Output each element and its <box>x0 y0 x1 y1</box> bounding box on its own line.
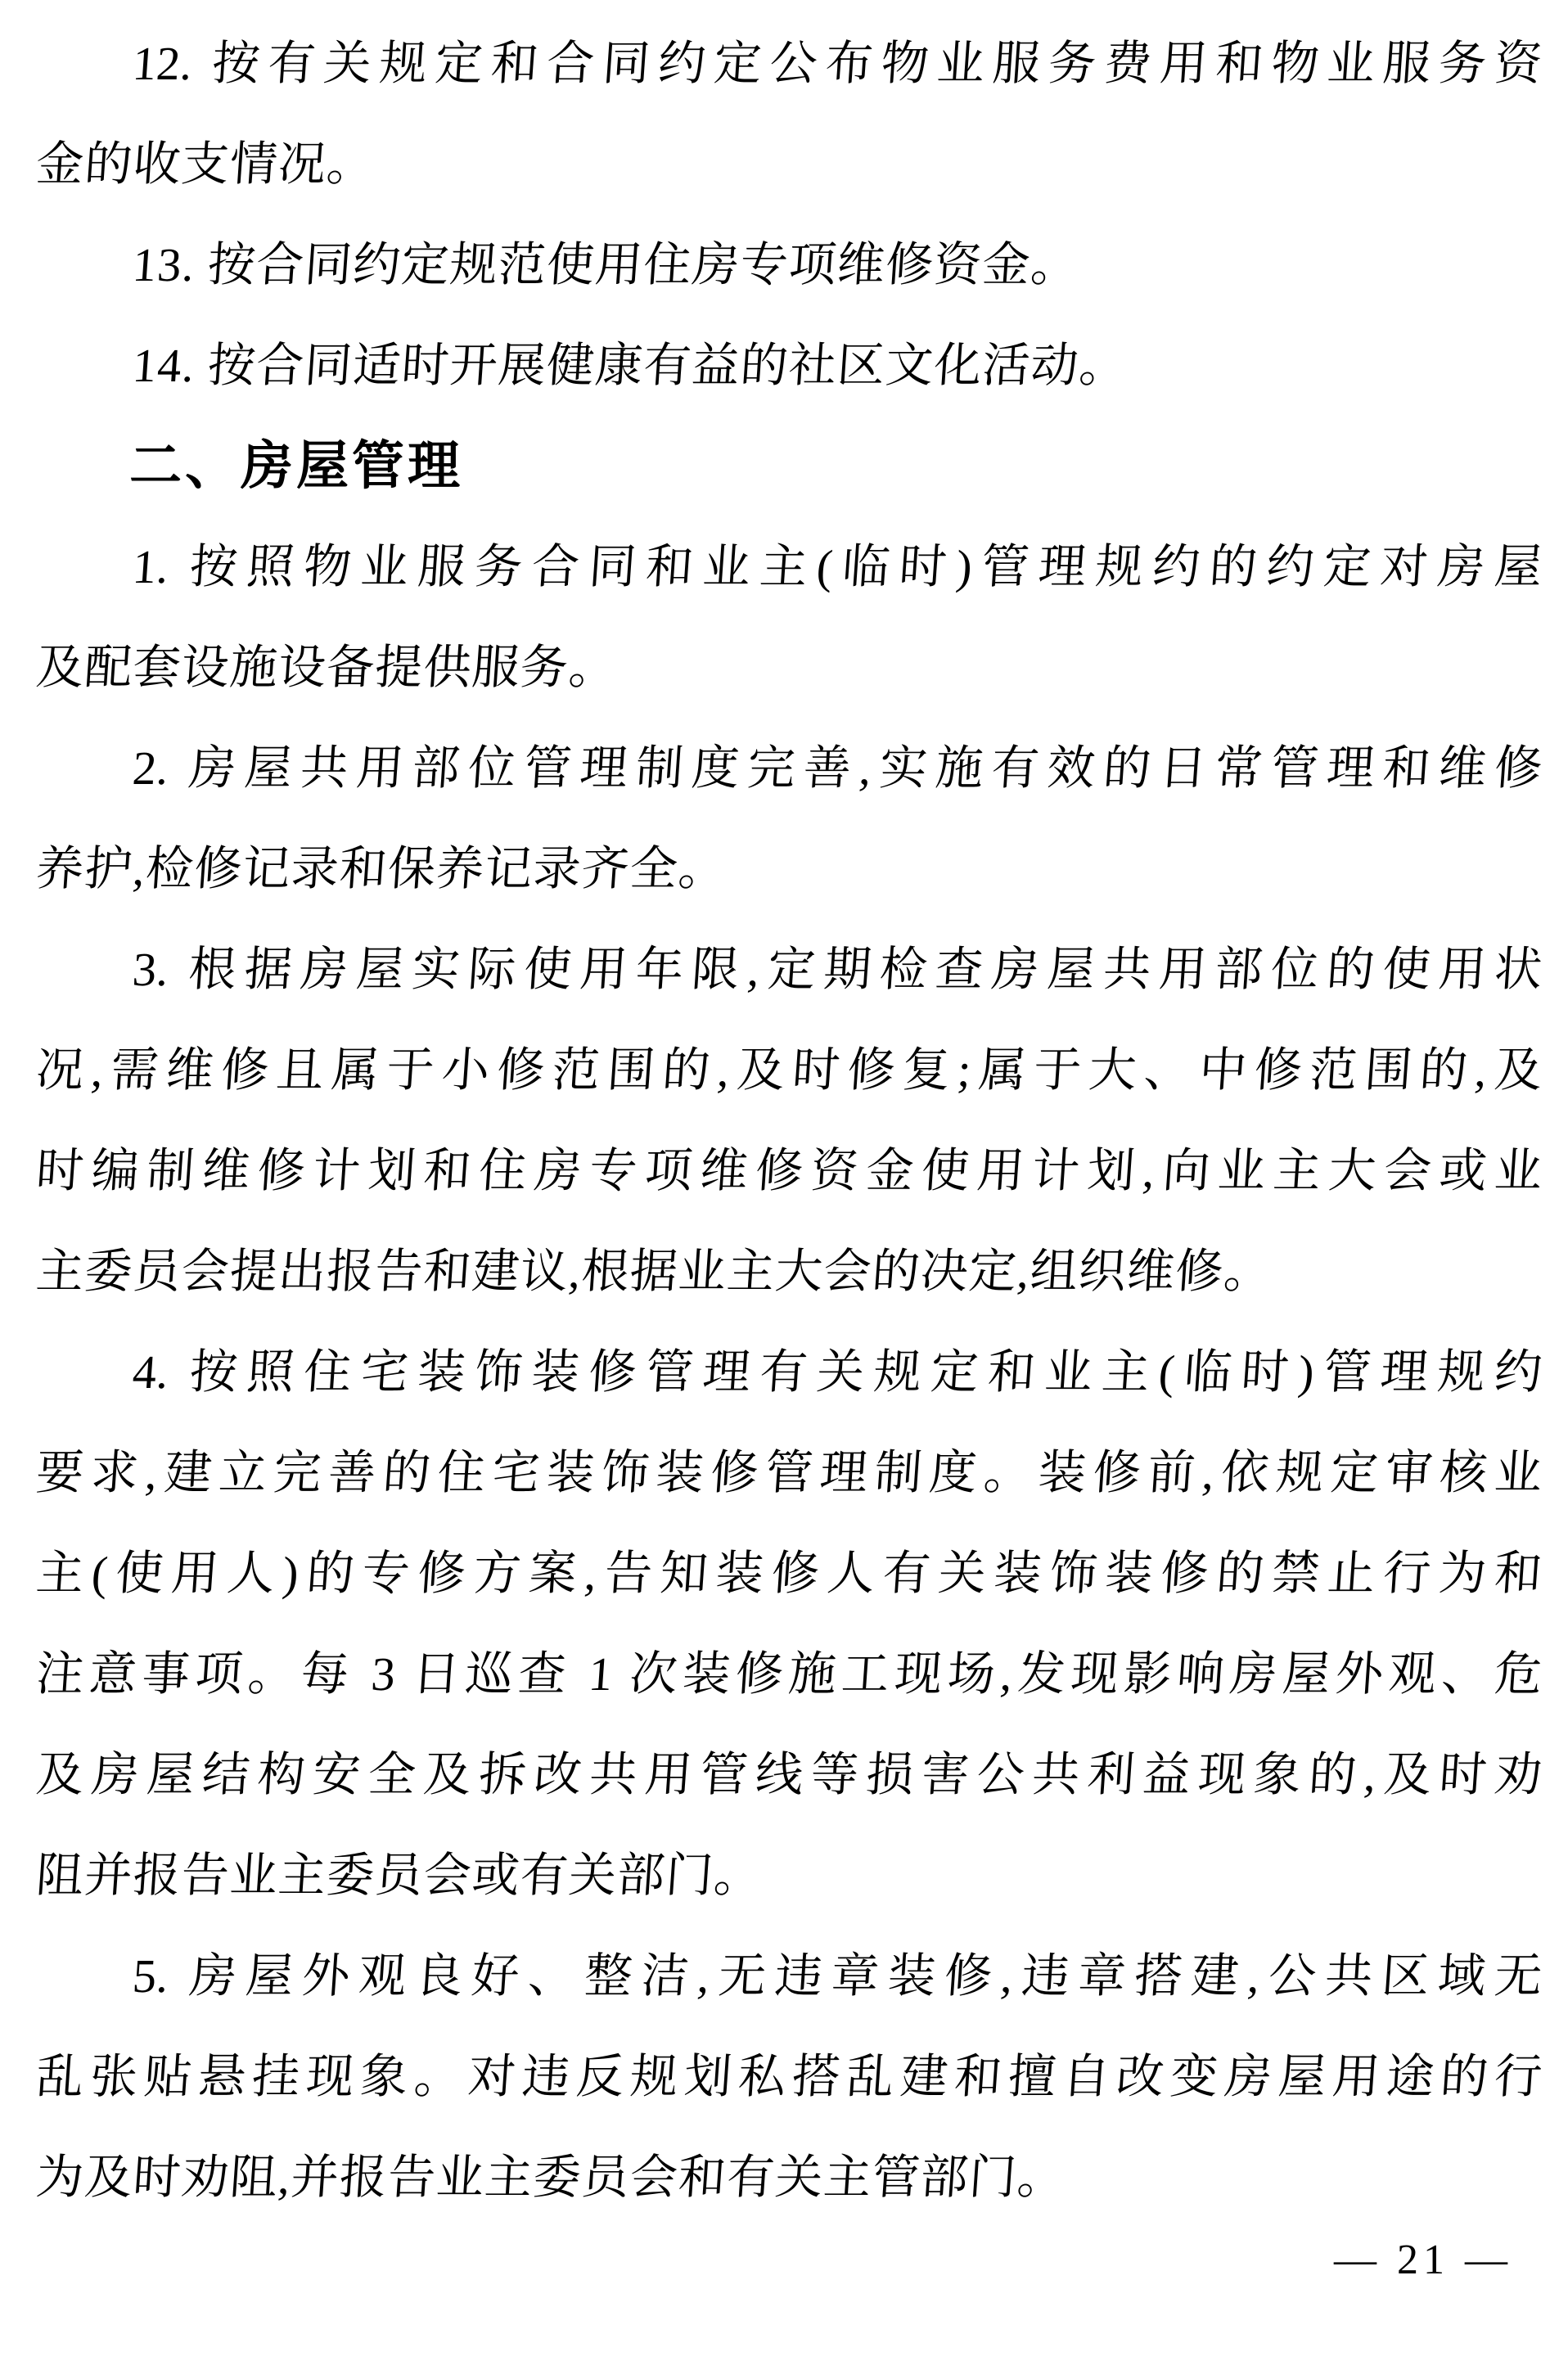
text-line: 4. 按照住宅装饰装修管理有关规定和业主(临时)管理规约 <box>131 1345 1544 1399</box>
text-line: 乱张贴悬挂现象。对违反规划私搭乱建和擅自改变房屋用途的行 <box>34 2050 1544 2103</box>
text-line: 主(使用人)的专修方案,告知装修人有关装饰装修的禁止行为和 <box>34 1547 1544 1600</box>
section-heading: 二、房屋管理 <box>129 436 463 495</box>
text-line: 要求,建立完善的住宅装饰装修管理制度。装修前,依规定审核业 <box>34 1446 1544 1499</box>
text-line: 养护,检修记录和保养记录齐全。 <box>34 842 729 895</box>
text-line: 3. 根据房屋实际使用年限,定期检查房屋共用部位的使用状 <box>131 943 1544 996</box>
text-line: 主委员会提出报告和建议,根据业主大会的决定,组织维修。 <box>34 1245 1274 1298</box>
text-line: 及房屋结构安全及拆改共用管线等损害公共利益现象的,及时劝 <box>34 1748 1544 1801</box>
text-line: 为及时劝阻,并报告业主委员会和有关主管部门。 <box>34 2151 1068 2204</box>
text-line: 阻并报告业主委员会或有关部门。 <box>34 1849 764 1902</box>
text-line: 1. 按照物业服务合同和业主(临时)管理规约的约定对房屋 <box>131 540 1544 593</box>
text-line: 2. 房屋共用部位管理制度完善,实施有效的日常管理和维修 <box>131 741 1544 795</box>
text-line: 时编制维修计划和住房专项维修资金使用计划,向业主大会或业 <box>34 1144 1544 1197</box>
text-line: 5. 房屋外观良好、整洁,无违章装修,违章搭建,公共区域无 <box>131 1949 1544 2003</box>
text-line: 12. 按有关规定和合同约定公布物业服务费用和物业服务资 <box>131 37 1544 90</box>
text-line: 金的收支情况。 <box>34 137 377 191</box>
text-line: 况,需维修且属于小修范围的,及时修复;属于大、中修范围的,及 <box>34 1043 1544 1097</box>
text-line: 14. 按合同适时开展健康有益的社区文化活动。 <box>131 339 1130 392</box>
text-line: 13. 按合同约定规范使用住房专项维修资金。 <box>131 238 1082 291</box>
page-number: — 21 — <box>1334 2237 1512 2283</box>
text-line: 及配套设施设备提供服务。 <box>34 641 620 694</box>
text-line: 注意事项。每 3 日巡查 1 次装修施工现场,发现影响房屋外观、危 <box>34 1647 1544 1701</box>
text-block <box>33 13 1544 2228</box>
